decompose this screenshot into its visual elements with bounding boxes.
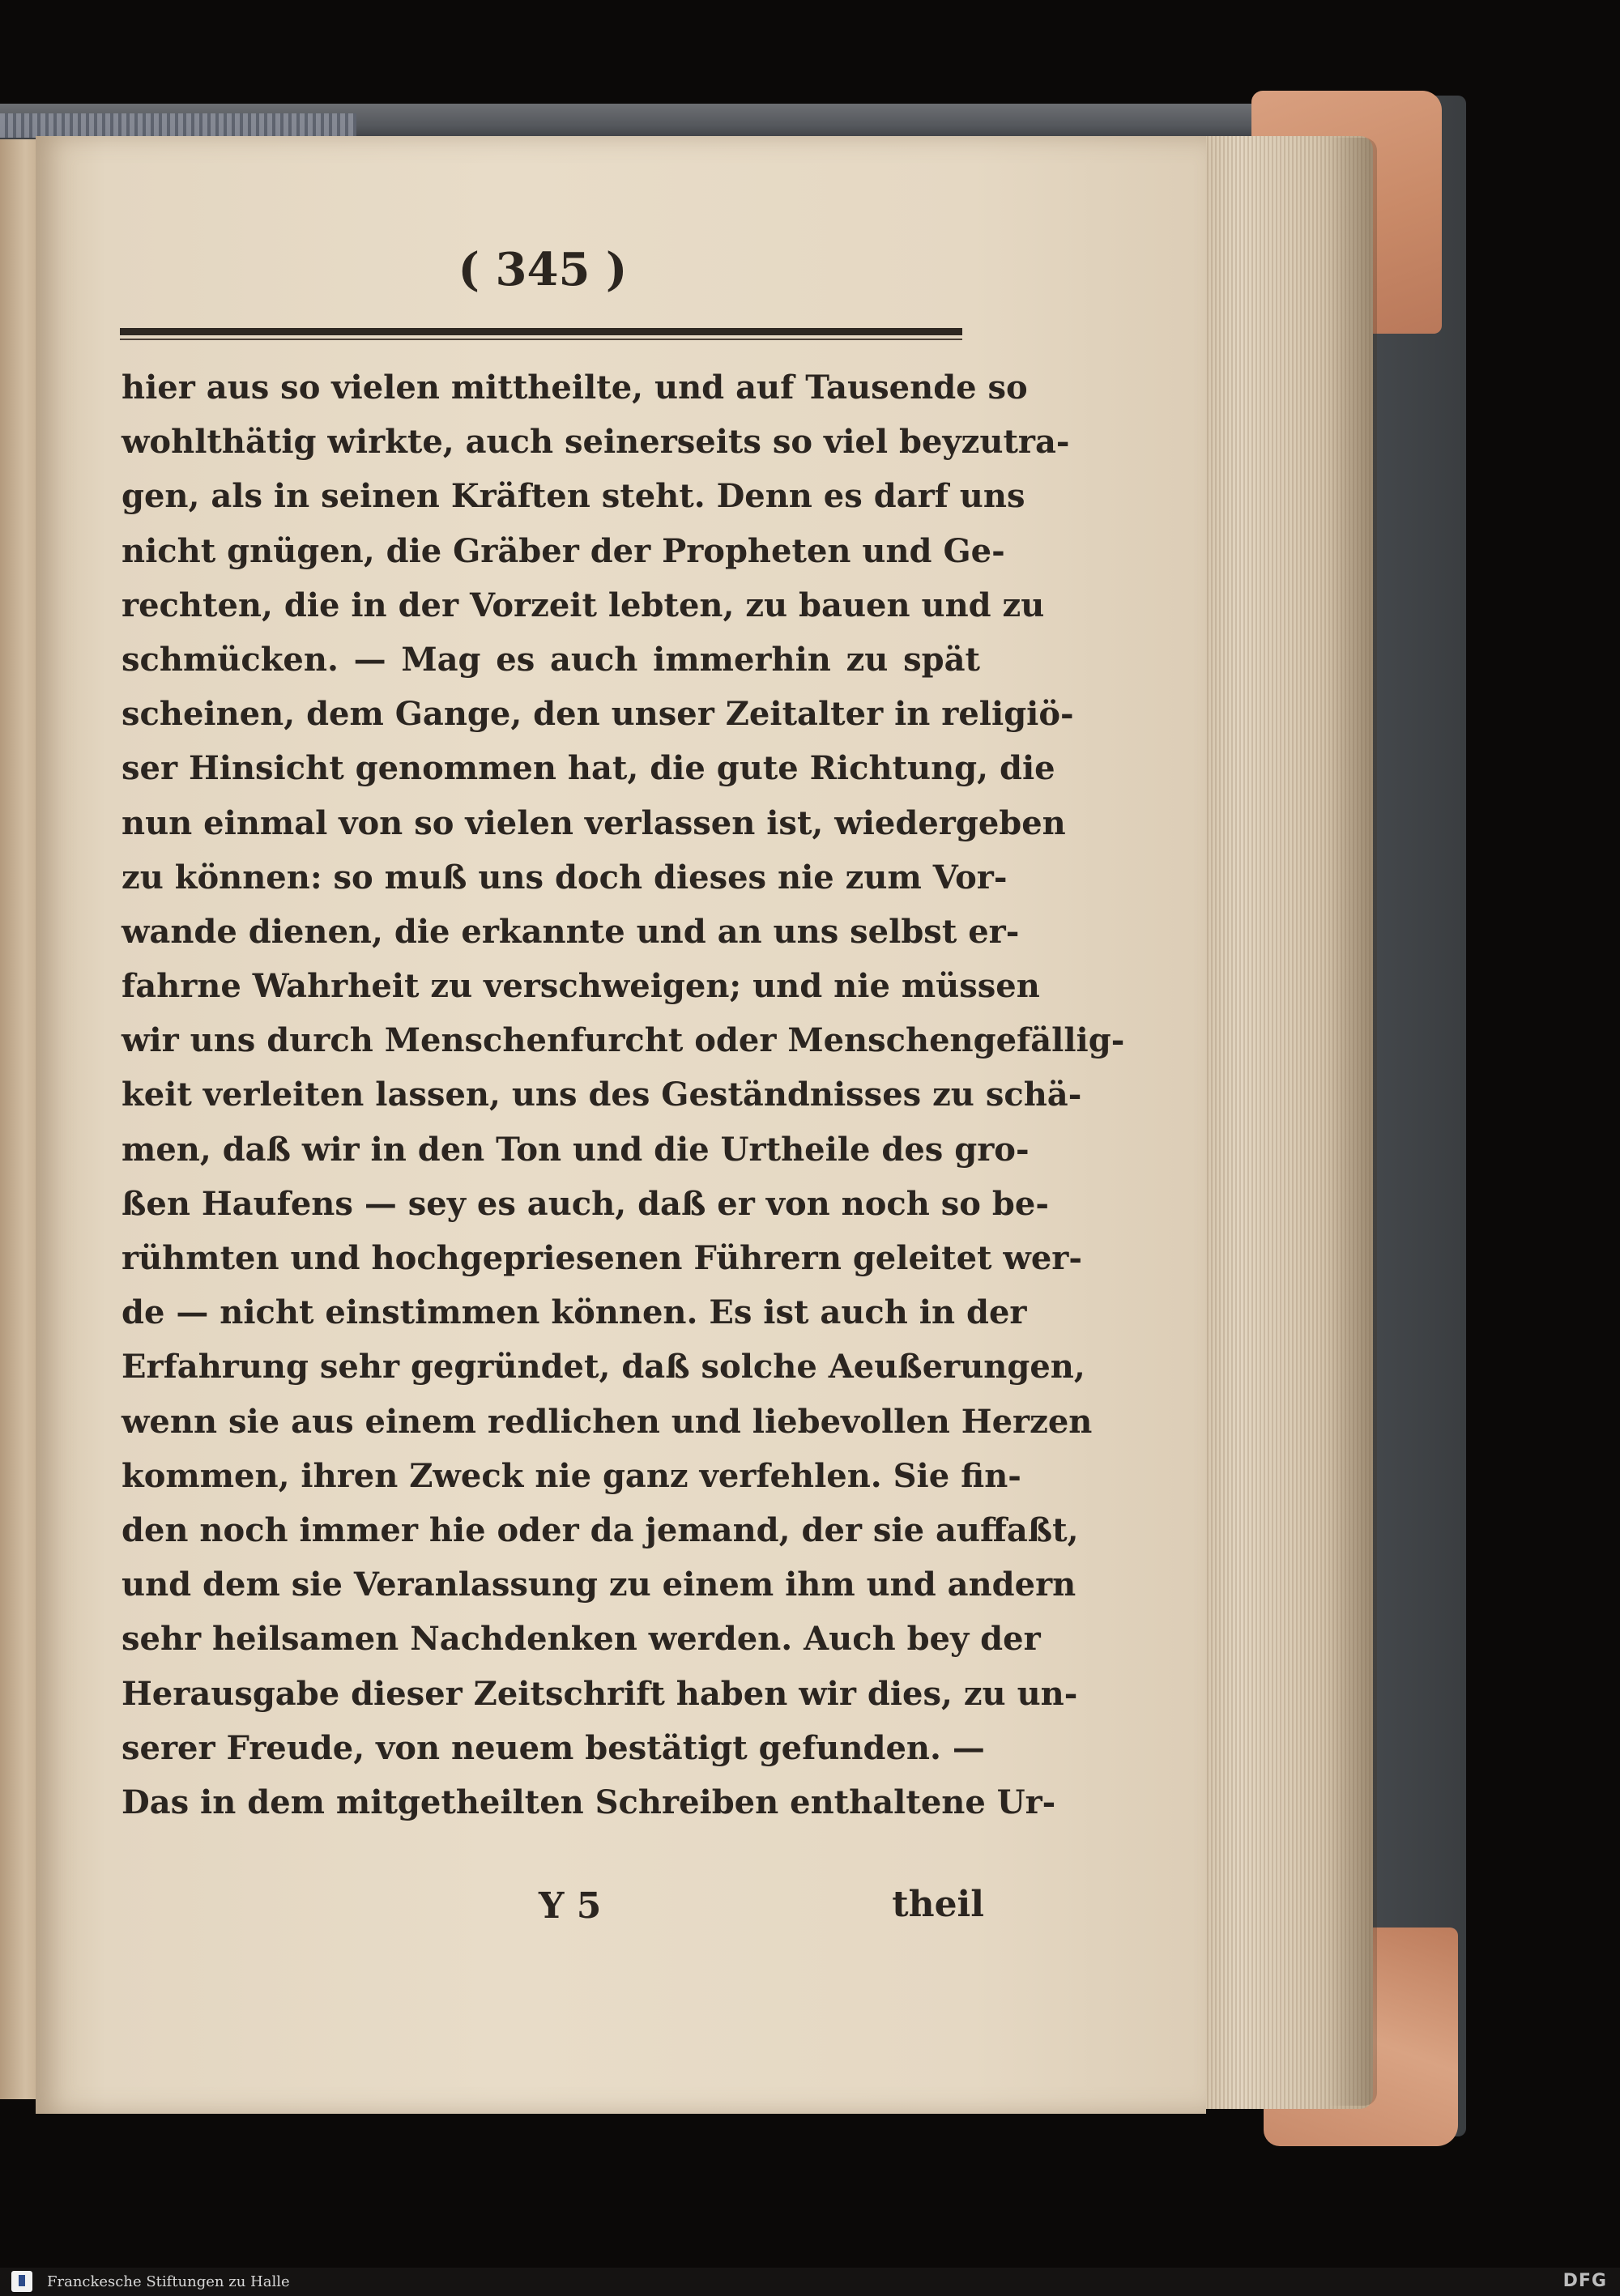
header-rule: [120, 328, 962, 335]
text-line: sehr heilsamen Nachdenken werden. Auch bey der: [122, 1620, 1041, 1659]
text-line: Das in dem mitgetheilten Schreiben enthaltene Ur-: [122, 1783, 1056, 1821]
text-line: serer Freude, von neuem bestätigt gefunden. —: [122, 1728, 985, 1767]
text-line: rühmten und hochgepriesenen Führern geleitet wer-: [122, 1239, 1082, 1277]
page-text: [122, 360, 1125, 1830]
text-line: de — nicht einstimmen können. Es ist auch in der: [122, 1293, 1027, 1332]
text-line: ser Hinsicht genommen hat, die gute Richtung, die: [122, 749, 1055, 788]
text-line: nun einmal von so vielen verlassen ist, wiedergeben: [122, 803, 1066, 842]
text-line: men, daß wir in den Ton und die Urtheile des gro-: [122, 1130, 1030, 1169]
text-line: fahrne Wahrheit zu verschweigen; und nie müssen: [122, 967, 1040, 1006]
text-line: keit verleiten lassen, uns des Geständnisses zu schä-: [122, 1076, 1082, 1114]
text-line: kommen, ihren Zweck nie ganz verfehlen. Sie fin-: [122, 1456, 1021, 1495]
viewer-footer: [0, 2268, 1620, 2296]
text-line: wohlthätig wirkte, auch seinerseits so viel beyzutra-: [122, 423, 1070, 462]
text-line: den noch immer hie oder da jemand, der sie auffaßt,: [122, 1510, 1079, 1549]
binding-cloth-pattern: [0, 113, 356, 138]
institution-logo-icon: [11, 2271, 32, 2292]
text-line: wande dienen, die erkannte und an uns selbst er-: [122, 912, 1020, 951]
signature-mark: Y 5: [539, 1885, 602, 1927]
text-line: gen, als in seinen Kräften steht. Denn es darf uns: [122, 477, 1025, 516]
catchword: theil: [892, 1884, 984, 1925]
dfg-logo: DFG: [1562, 2271, 1607, 2291]
institution-name: Franckesche Stiftungen zu Halle: [47, 2273, 290, 2290]
text-line: scheinen, dem Gange, den unser Zeitalter in religiö-: [122, 695, 1074, 734]
text-line: schmücken. — Mag es auch immerhin zu spät: [122, 640, 980, 679]
text-line: ßen Haufens — sey es auch, daß er von noch so be-: [122, 1184, 1049, 1223]
text-line: wir uns durch Menschenfurcht oder Menschengefällig-: [122, 1021, 1125, 1060]
header-rule-thin: [120, 339, 962, 340]
text-line: und dem sie Veranlassung zu einem ihm und andern: [122, 1565, 1076, 1604]
text-line: rechten, die in der Vorzeit lebten, zu bauen und zu: [122, 586, 1045, 624]
text-line: nicht gnügen, die Gräber der Propheten und Ge-: [122, 531, 1005, 570]
text-line: wenn sie aus einem redlichen und liebevollen Herzen: [122, 1402, 1093, 1441]
page-edges-shadow: [1328, 138, 1377, 2106]
text-line: Herausgabe dieser Zeitschrift haben wir dies, zu un-: [122, 1674, 1078, 1713]
text-line: zu können: so muß uns doch dieses nie zum Vor-: [122, 858, 1008, 897]
text-line: hier aus so vielen mittheilte, und auf Tausende so: [122, 368, 1028, 407]
page-number-header: ( 345 ): [458, 243, 628, 296]
text-line: Erfahrung sehr gegründet, daß solche Aeußerungen,: [122, 1348, 1085, 1387]
